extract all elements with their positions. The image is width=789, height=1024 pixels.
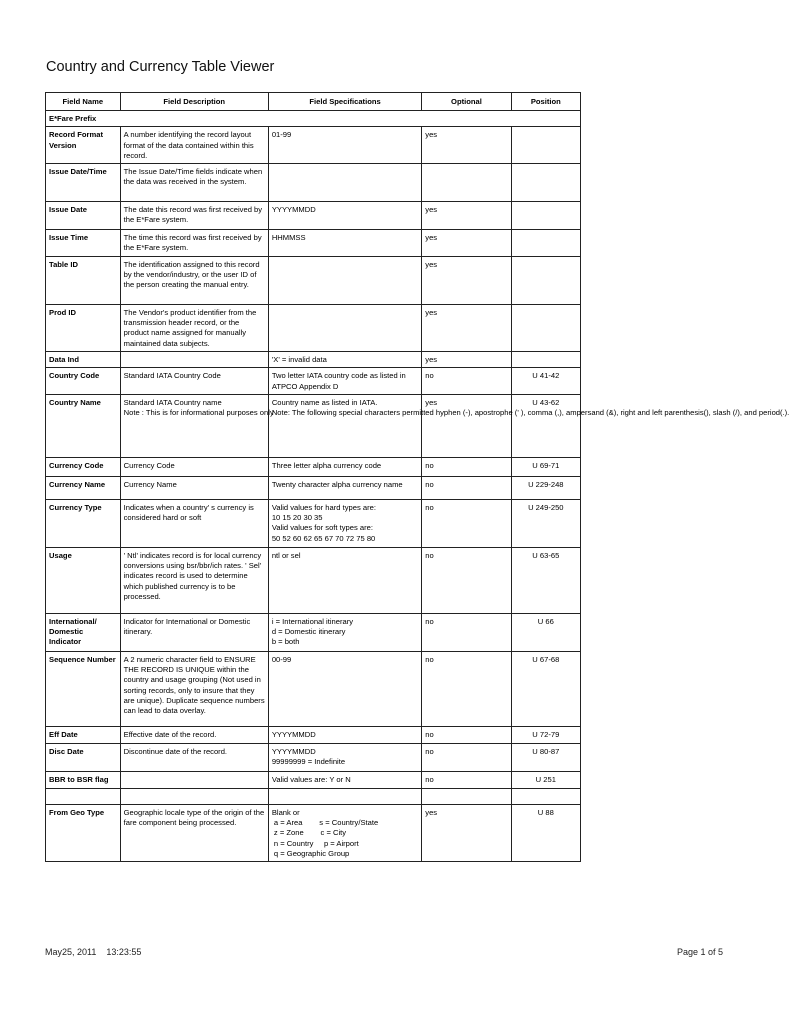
field-optional: no: [422, 726, 511, 743]
field-specification: YYYYMMDD: [268, 202, 421, 230]
field-position: U 88: [511, 804, 580, 861]
field-name: Country Name: [46, 394, 121, 457]
field-optional: yes: [422, 202, 511, 230]
field-description: Indicator for International or Domestic itinerary.: [120, 613, 268, 651]
field-name: Usage: [46, 547, 121, 613]
field-name: Issue Time: [46, 230, 121, 257]
field-description: [120, 788, 268, 804]
table-row: [46, 394, 581, 457]
table-row: [46, 351, 581, 367]
field-description: The Issue Date/Time fields indicate when the data was received in the system.: [120, 164, 268, 202]
field-specification: 'X' = invalid data: [268, 351, 421, 367]
field-position: U 251: [511, 771, 580, 788]
field-description: [120, 771, 268, 788]
field-description: Discontinue date of the record.: [120, 743, 268, 771]
field-position: U 63-65: [511, 547, 580, 613]
field-name: Issue Date/Time: [46, 164, 121, 202]
field-optional: yes: [422, 351, 511, 367]
field-description: [120, 351, 268, 367]
field-position: [511, 202, 580, 230]
field-name: Sequence Number: [46, 651, 121, 726]
table-row: [46, 771, 581, 788]
field-name: Currency Code: [46, 457, 121, 476]
field-position: U 43-62: [511, 394, 580, 457]
field-optional: yes: [422, 394, 511, 457]
field-name: From Geo Type: [46, 804, 121, 861]
header-field-specifications: Field Specifications: [268, 93, 421, 111]
field-position: [511, 127, 580, 164]
field-optional: no: [422, 368, 511, 395]
field-name: Table ID: [46, 256, 121, 304]
field-position: [511, 304, 580, 351]
field-specification: [268, 256, 421, 304]
section-label: E*Fare Prefix: [46, 111, 581, 127]
table-row: [46, 651, 581, 726]
field-name: Eff Date: [46, 726, 121, 743]
field-position: [511, 256, 580, 304]
field-specification: Three letter alpha currency code: [268, 457, 421, 476]
field-name: [46, 788, 121, 804]
table-row: [46, 457, 581, 476]
field-optional: [422, 788, 511, 804]
field-specification: Valid values for hard types are: 10 15 20 30 35 Valid values for soft types are: 50 52 60 62 65 67 70 72 75 80: [268, 499, 421, 547]
field-name: Currency Name: [46, 476, 121, 499]
field-description: A 2 numeric character field to ENSURE THE RECORD IS UNIQUE within the country and usage grouping (Not used in sorting records, only to insure that they are unique). Duplicate sequence numbers can lead to data overlay.: [120, 651, 268, 726]
field-position: U 41-42: [511, 368, 580, 395]
field-specification: ntl or sel: [268, 547, 421, 613]
field-specification: YYYYMMDD 99999999 = Indefinite: [268, 743, 421, 771]
field-specification: Twenty character alpha currency name: [268, 476, 421, 499]
field-description: Standard IATA Country name Note : This is for informational purposes only: [120, 394, 268, 457]
field-description: Geographic locale type of the origin of the fare component being processed.: [120, 804, 268, 861]
field-specification: i = International itinerary d = Domestic itinerary b = both: [268, 613, 421, 651]
field-position: [511, 351, 580, 367]
table-row: [46, 164, 581, 202]
table-row: [46, 726, 581, 743]
field-description: Currency Name: [120, 476, 268, 499]
page-title: Country and Currency Table Viewer: [46, 59, 275, 75]
table-row: [46, 256, 581, 304]
table-row: [46, 127, 581, 164]
field-specification: Valid values are: Y or N: [268, 771, 421, 788]
field-optional: [422, 164, 511, 202]
table-row: [46, 476, 581, 499]
field-position: U 249-250: [511, 499, 580, 547]
field-optional: yes: [422, 804, 511, 861]
field-name: Record Format Version: [46, 127, 121, 164]
table-row: [46, 743, 581, 771]
table-row: [46, 613, 581, 651]
field-position: U 229-248: [511, 476, 580, 499]
field-specification: Country name as listed in IATA. Note: The following special characters permitted hyphen (-), apostrophe (' ), comma (,), ampersand (&), right and left parenthesis(), slash (/), and period(.).: [268, 394, 421, 457]
field-specification: HHMMSS: [268, 230, 421, 257]
table-row: [46, 547, 581, 613]
field-spec-table: [45, 92, 789, 862]
table-row: [46, 368, 581, 395]
field-position: [511, 230, 580, 257]
field-description: Standard IATA Country Code: [120, 368, 268, 395]
header-field-name: Field Name: [46, 93, 121, 111]
field-description: Indicates when a country' s currency is considered hard or soft: [120, 499, 268, 547]
field-optional: no: [422, 651, 511, 726]
header-optional: Optional: [422, 93, 511, 111]
field-description: The time this record was first received by the E*Fare system.: [120, 230, 268, 257]
field-position: U 72-79: [511, 726, 580, 743]
field-specification: 01-99: [268, 127, 421, 164]
field-description: A number identifying the record layout format of the data contained within this record.: [120, 127, 268, 164]
field-name: Prod ID: [46, 304, 121, 351]
table-row: [46, 788, 581, 804]
field-description: The Vendor's product identifier from the transmission header record, or the product name assigned for manually maintained data subjects.: [120, 304, 268, 351]
table-row: [46, 202, 581, 230]
field-name: BBR to BSR flag: [46, 771, 121, 788]
field-optional: yes: [422, 230, 511, 257]
footer-date: May25, 2011 13:23:55: [45, 947, 142, 957]
field-optional: yes: [422, 304, 511, 351]
section-row: [46, 111, 581, 127]
field-specification: Blank or a = Area s = Country/State z = Zone c = City n = Country p = Airport q = Geographic Group: [268, 804, 421, 861]
field-description: Effective date of the record.: [120, 726, 268, 743]
header-position: Position: [511, 93, 580, 111]
table-row: [46, 499, 581, 547]
field-position: U 69-71: [511, 457, 580, 476]
header-field-description: Field Description: [120, 93, 268, 111]
field-optional: no: [422, 457, 511, 476]
field-specification: Two letter IATA country code as listed in ATPCO Appendix D: [268, 368, 421, 395]
field-position: U 67-68: [511, 651, 580, 726]
field-name: Disc Date: [46, 743, 121, 771]
field-name: Currency Type: [46, 499, 121, 547]
field-optional: no: [422, 476, 511, 499]
field-optional: yes: [422, 256, 511, 304]
field-specification: [268, 788, 421, 804]
field-name: International/ Domestic Indicator: [46, 613, 121, 651]
table-row: [46, 230, 581, 257]
field-specification: 00-99: [268, 651, 421, 726]
field-description: ' Ntl' indicates record is for local currency conversions using bsr/bbr/ich rates. ' Sel' indicates record is used to determine which published currency is to be processed.: [120, 547, 268, 613]
field-position: [511, 164, 580, 202]
field-optional: no: [422, 743, 511, 771]
field-specification: YYYYMMDD: [268, 726, 421, 743]
field-name: Data Ind: [46, 351, 121, 367]
field-optional: no: [422, 499, 511, 547]
field-position: U 66: [511, 613, 580, 651]
field-position: U 80-87: [511, 743, 580, 771]
table-header-row: [46, 93, 581, 111]
field-description: Currency Code: [120, 457, 268, 476]
field-specification: [268, 164, 421, 202]
field-name: Issue Date: [46, 202, 121, 230]
field-position: [511, 788, 580, 804]
field-name: Country Code: [46, 368, 121, 395]
field-specification: [268, 304, 421, 351]
page-number: Page 1 of 5: [676, 947, 723, 957]
field-optional: no: [422, 547, 511, 613]
field-optional: no: [422, 771, 511, 788]
field-optional: yes: [422, 127, 511, 164]
field-description: The date this record was first received by the E*Fare system.: [120, 202, 268, 230]
table-row: [46, 304, 581, 351]
field-description: The identification assigned to this record by the vendor/industry, or the user ID of the person creating the manual entry.: [120, 256, 268, 304]
table-row: [46, 804, 581, 861]
field-optional: no: [422, 613, 511, 651]
